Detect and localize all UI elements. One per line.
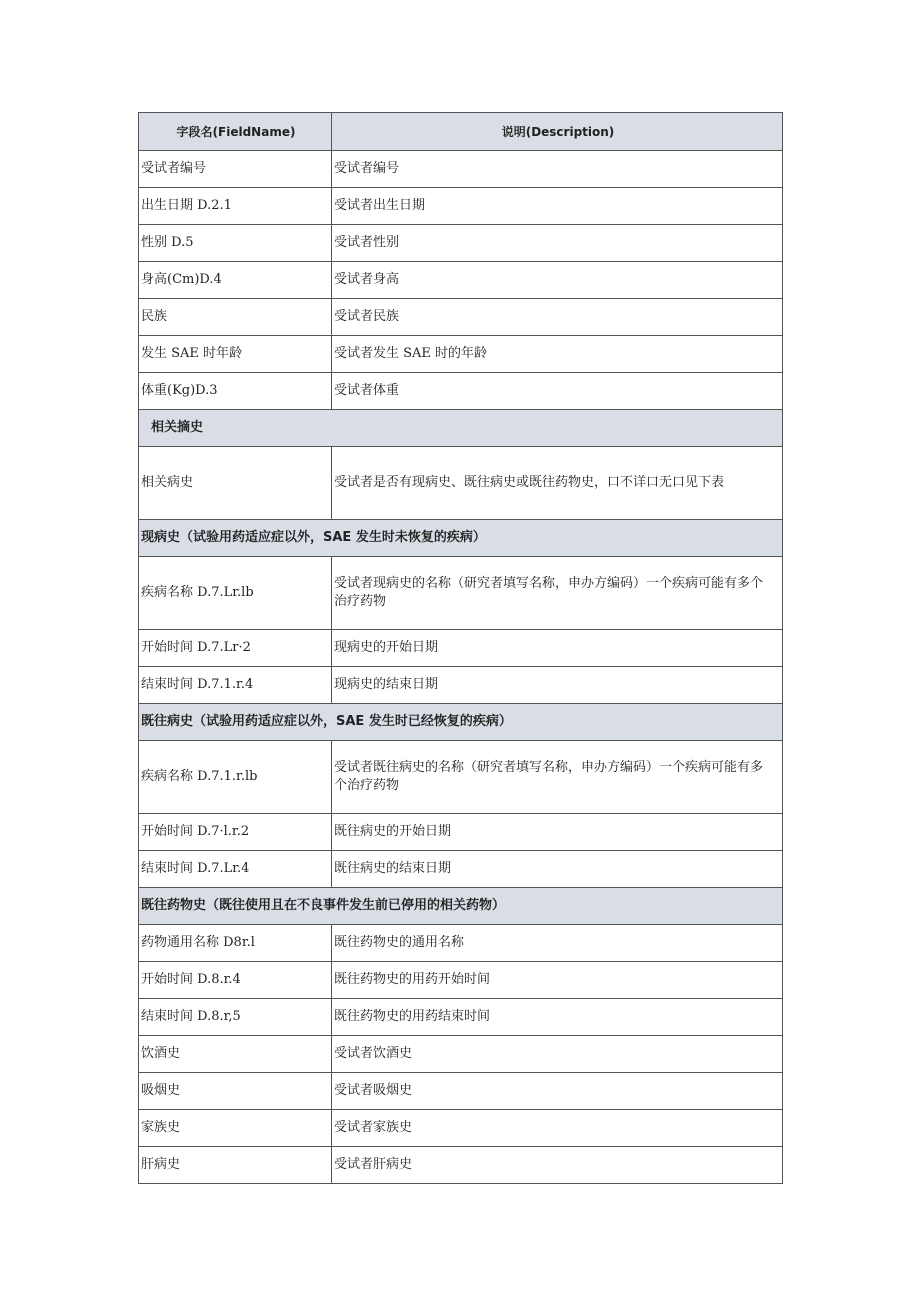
section-header-row xyxy=(139,888,783,925)
table-row xyxy=(139,373,783,410)
description-cell: 现病史的结束日期 xyxy=(332,667,783,704)
field-cell: 疾病名称 D.7.1.r.lb xyxy=(139,741,332,814)
description-cell: 受试者编号 xyxy=(332,151,783,188)
field-cell: 疾病名称 D.7.Lr.lb xyxy=(139,557,332,630)
table-row xyxy=(139,741,783,814)
field-cell: 结束时间 D.7.Lr.4 xyxy=(139,851,332,888)
description-cell: 现病史的开始日期 xyxy=(332,630,783,667)
field-cell: 民族 xyxy=(139,299,332,336)
table-row xyxy=(139,299,783,336)
description-text: 受试者是否有现病史、既往病史或既往药物史，口不详口无口见下表 xyxy=(334,475,725,490)
description-cell: 受试者性别 xyxy=(332,225,783,262)
field-cell: 结束时间 D.7.1.r.4 xyxy=(139,667,332,704)
field-cell: 吸烟史 xyxy=(139,1073,332,1110)
description-cell: 受试者发生 SAE 时的年龄 xyxy=(332,336,783,373)
field-cell: 开始时间 D.7.Lr·2 xyxy=(139,630,332,667)
table-row xyxy=(139,557,783,630)
description-cell: 受试者出生日期 xyxy=(332,188,783,225)
field-cell: 身高(Cm)D.4 xyxy=(139,262,332,299)
table-row xyxy=(139,814,783,851)
description-cell: 受试者身高 xyxy=(332,262,783,299)
header-description: 说明(Description) xyxy=(332,113,783,151)
description-cell: 既往药物史的用药结束时间 xyxy=(332,999,783,1036)
table-row xyxy=(139,999,783,1036)
field-cell: 开始时间 D.7·l.r.2 xyxy=(139,814,332,851)
table-row xyxy=(139,1036,783,1073)
description-cell: 既往病史的开始日期 xyxy=(332,814,783,851)
field-cell: 受试者编号 xyxy=(139,151,332,188)
table-row xyxy=(139,851,783,888)
table-row xyxy=(139,447,783,520)
description-cell: 既往药物史的用药开始时间 xyxy=(332,962,783,999)
section-header-row xyxy=(139,410,783,447)
description-cell: 受试者吸烟史 xyxy=(332,1073,783,1110)
section-header-row xyxy=(139,520,783,557)
section-current-history: 现病史（试验用药适应症以外，SAE 发生时未恢复的疾病） xyxy=(139,520,783,557)
description-text: 受试者既往病史的名称（研究者填写名称，申办方编码）一个疾病可能有多个治疗药物 xyxy=(334,760,764,793)
field-cell: 家族史 xyxy=(139,1110,332,1147)
field-cell: 性别 D.5 xyxy=(139,225,332,262)
header-field: 字段名(FieldName) xyxy=(139,113,332,151)
table-row xyxy=(139,151,783,188)
table-row xyxy=(139,925,783,962)
table-row xyxy=(139,336,783,373)
table-row xyxy=(139,667,783,704)
description-cell xyxy=(332,557,783,630)
description-cell: 受试者民族 xyxy=(332,299,783,336)
section-header-row xyxy=(139,704,783,741)
table-row xyxy=(139,1073,783,1110)
table-row xyxy=(139,1110,783,1147)
table-row xyxy=(139,630,783,667)
table-row xyxy=(139,1147,783,1184)
section-past-drug-history: 既往药物史（既往使用且在不良事件发生前已停用的相关药物） xyxy=(139,888,783,925)
description-cell: 既往病史的结束日期 xyxy=(332,851,783,888)
field-cell: 结束时间 D.8.r,5 xyxy=(139,999,332,1036)
table-row xyxy=(139,188,783,225)
field-cell: 出生日期 D.2.1 xyxy=(139,188,332,225)
field-cell: 药物通用名称 D8r.l xyxy=(139,925,332,962)
field-cell: 发生 SAE 时年龄 xyxy=(139,336,332,373)
description-cell: 受试者肝病史 xyxy=(332,1147,783,1184)
description-cell: 受试者家族史 xyxy=(332,1110,783,1147)
table-row xyxy=(139,262,783,299)
description-cell xyxy=(332,447,783,520)
description-cell: 受试者体重 xyxy=(332,373,783,410)
table-row xyxy=(139,225,783,262)
field-cell: 开始时间 D.8.r.4 xyxy=(139,962,332,999)
description-cell xyxy=(332,741,783,814)
description-cell: 既往药物史的通用名称 xyxy=(332,925,783,962)
section-past-history: 既往病史（试验用药适应症以外，SAE 发生时已经恢复的疾病） xyxy=(139,704,783,741)
table-row xyxy=(139,962,783,999)
section-related-history: 相关摘史 xyxy=(139,410,783,447)
field-cell: 饮酒史 xyxy=(139,1036,332,1073)
field-cell: 体重(Kg)D.3 xyxy=(139,373,332,410)
field-cell: 肝病史 xyxy=(139,1147,332,1184)
description-text: 受试者现病史的名称（研究者填写名称，申办方编码）一个疾病可能有多个治疗药物 xyxy=(334,576,764,609)
field-cell: 相关病史 xyxy=(139,447,332,520)
field-description-table xyxy=(138,112,783,1184)
table-header-row xyxy=(139,113,783,151)
description-cell: 受试者饮酒史 xyxy=(332,1036,783,1073)
